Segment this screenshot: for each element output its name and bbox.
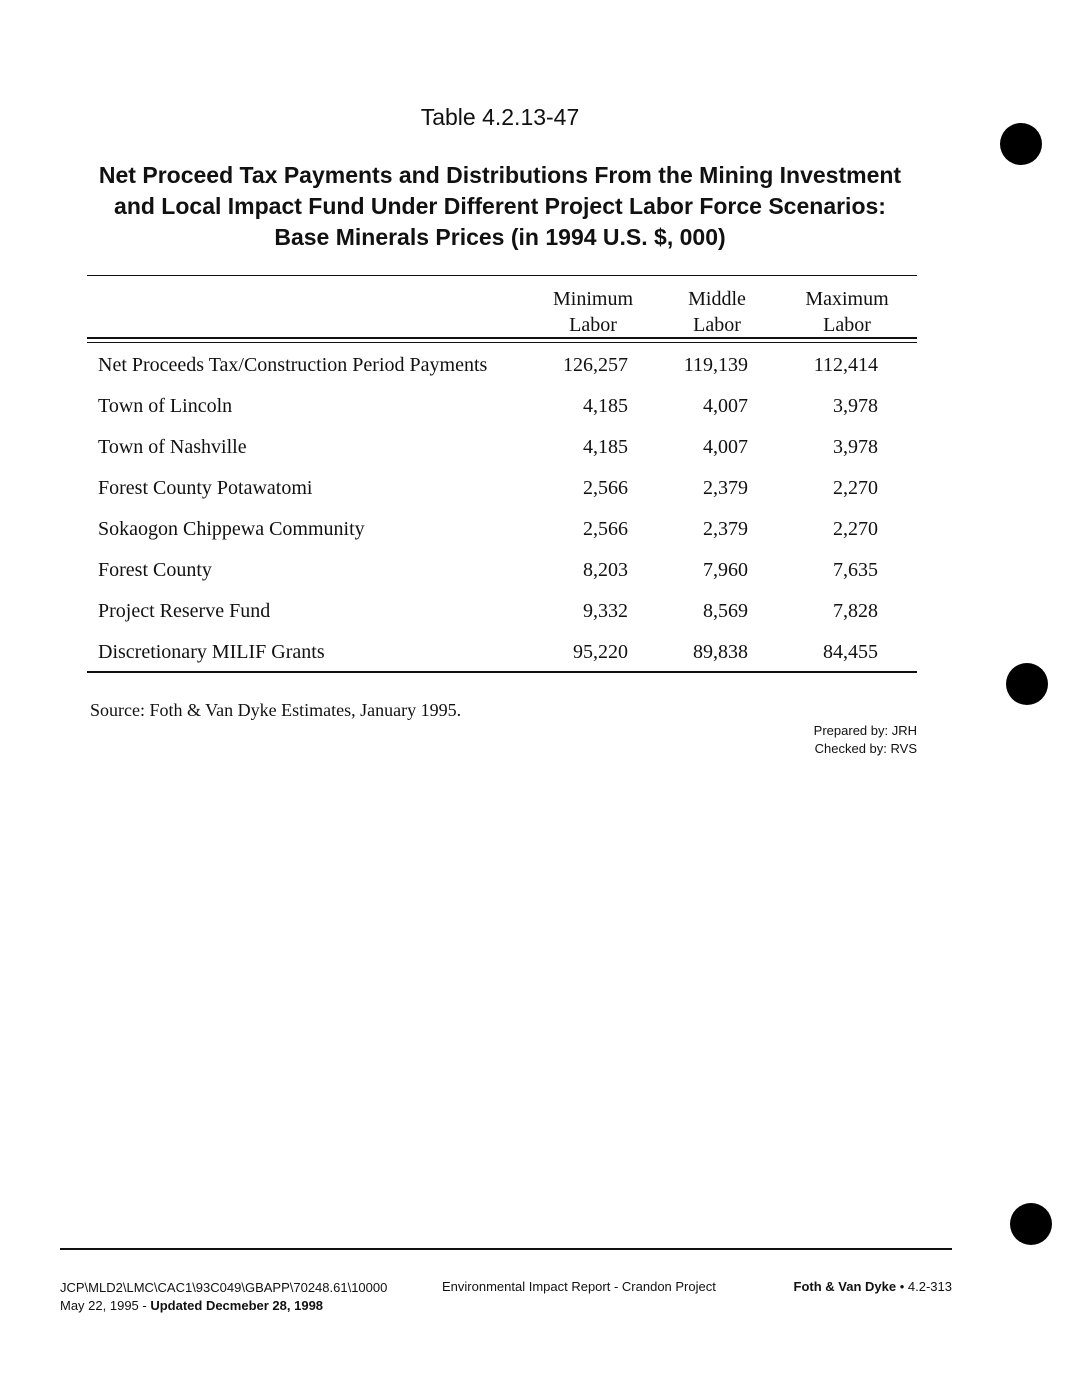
date-prefix: May 22, 1995 -: [60, 1298, 151, 1313]
table-row: [98, 600, 918, 630]
cell-maximum: 2,270: [833, 518, 878, 540]
column-header-line: Labor: [823, 314, 871, 336]
table-row: [98, 518, 918, 548]
cell-minimum: 9,332: [583, 600, 628, 622]
cell-middle: 4,007: [703, 436, 748, 458]
cell-maximum: 3,978: [833, 395, 878, 417]
column-header-line: Maximum: [805, 288, 889, 310]
cell-maximum: 7,635: [833, 559, 878, 581]
row-label: Sokaogon Chippewa Community: [98, 518, 365, 540]
table-top-rule: [87, 275, 917, 276]
cell-middle: 119,139: [683, 354, 748, 376]
table-number: Table 4.2.13-47: [420, 104, 580, 130]
cell-maximum: 3,978: [833, 436, 878, 458]
file-path: JCP\MLD2\LMC\CAC1\93C049\GBAPP\70248.61\10000: [60, 1280, 388, 1295]
cell-minimum: 2,566: [583, 477, 628, 499]
row-label: Town of Nashville: [98, 436, 247, 458]
table-row: [98, 395, 918, 425]
column-header-line: Labor: [693, 314, 741, 336]
table-bottom-rule: [87, 671, 917, 673]
footer-report: Environmental Impact Report - Crandon Project: [442, 1279, 716, 1294]
table-row: [98, 354, 918, 384]
row-label: Discretionary MILIF Grants: [98, 641, 325, 663]
column-header-line: Middle: [688, 288, 746, 310]
cell-middle: 4,007: [703, 395, 748, 417]
cell-middle: 2,379: [703, 518, 748, 540]
cell-minimum: 2,566: [583, 518, 628, 540]
column-header-middle: [652, 286, 782, 338]
punch-hole-top: [1000, 123, 1042, 165]
title-line: Base Minerals Prices (in 1994 U.S. $, 000): [274, 224, 726, 250]
row-label: Town of Lincoln: [98, 395, 233, 417]
cell-middle: 89,838: [693, 641, 748, 663]
source-note: Source: Foth & Van Dyke Estimates, January 1995.: [90, 700, 462, 720]
column-header-line: Labor: [569, 314, 617, 336]
cell-middle: 7,960: [703, 559, 748, 581]
page-number: • 4.2-313: [896, 1279, 952, 1294]
cell-middle: 2,379: [703, 477, 748, 499]
column-header-minimum: [528, 286, 658, 338]
punch-hole-middle: [1006, 663, 1048, 705]
row-label: Project Reserve Fund: [98, 600, 271, 622]
cell-maximum: 112,414: [813, 354, 878, 376]
date-updated: Updated Decmeber 28, 1998: [150, 1298, 324, 1313]
title-line: Net Proceed Tax Payments and Distributions From the Mining Investment: [98, 162, 902, 188]
date-line: [60, 1297, 387, 1315]
cell-maximum: 2,270: [833, 477, 878, 499]
cell-minimum: 4,185: [583, 436, 628, 458]
table-row: [98, 477, 918, 507]
table-row: [98, 641, 918, 671]
company-name: Foth & Van Dyke: [793, 1279, 897, 1294]
cell-minimum: 4,185: [583, 395, 628, 417]
cell-minimum: 95,220: [573, 641, 628, 663]
table-title: [0, 160, 1000, 253]
footer-rule: [60, 1248, 952, 1250]
footer-right: [752, 1278, 952, 1296]
cell-minimum: 8,203: [583, 559, 628, 581]
table-row: [98, 436, 918, 466]
row-label: Net Proceeds Tax/Construction Period Payments: [98, 354, 488, 376]
header-rule-2: [87, 342, 917, 343]
row-label: Forest County Potawatomi: [98, 477, 313, 499]
title-line: and Local Impact Fund Under Different Project Labor Force Scenarios:: [114, 193, 886, 219]
prepared-by: Prepared by: JRH: [813, 723, 917, 738]
checked-by: Checked by: RVS: [814, 741, 917, 756]
cell-maximum: 84,455: [823, 641, 878, 663]
table-row: [98, 559, 918, 589]
cell-maximum: 7,828: [833, 600, 878, 622]
cell-middle: 8,569: [703, 600, 748, 622]
row-label: Forest County: [98, 559, 212, 581]
column-header-maximum: [782, 286, 912, 338]
prepared-checked: [770, 722, 917, 758]
column-header-line: Minimum: [552, 288, 633, 310]
punch-hole-bottom: [1010, 1203, 1052, 1245]
footer-left: [60, 1279, 387, 1315]
cell-minimum: 126,257: [563, 354, 628, 376]
